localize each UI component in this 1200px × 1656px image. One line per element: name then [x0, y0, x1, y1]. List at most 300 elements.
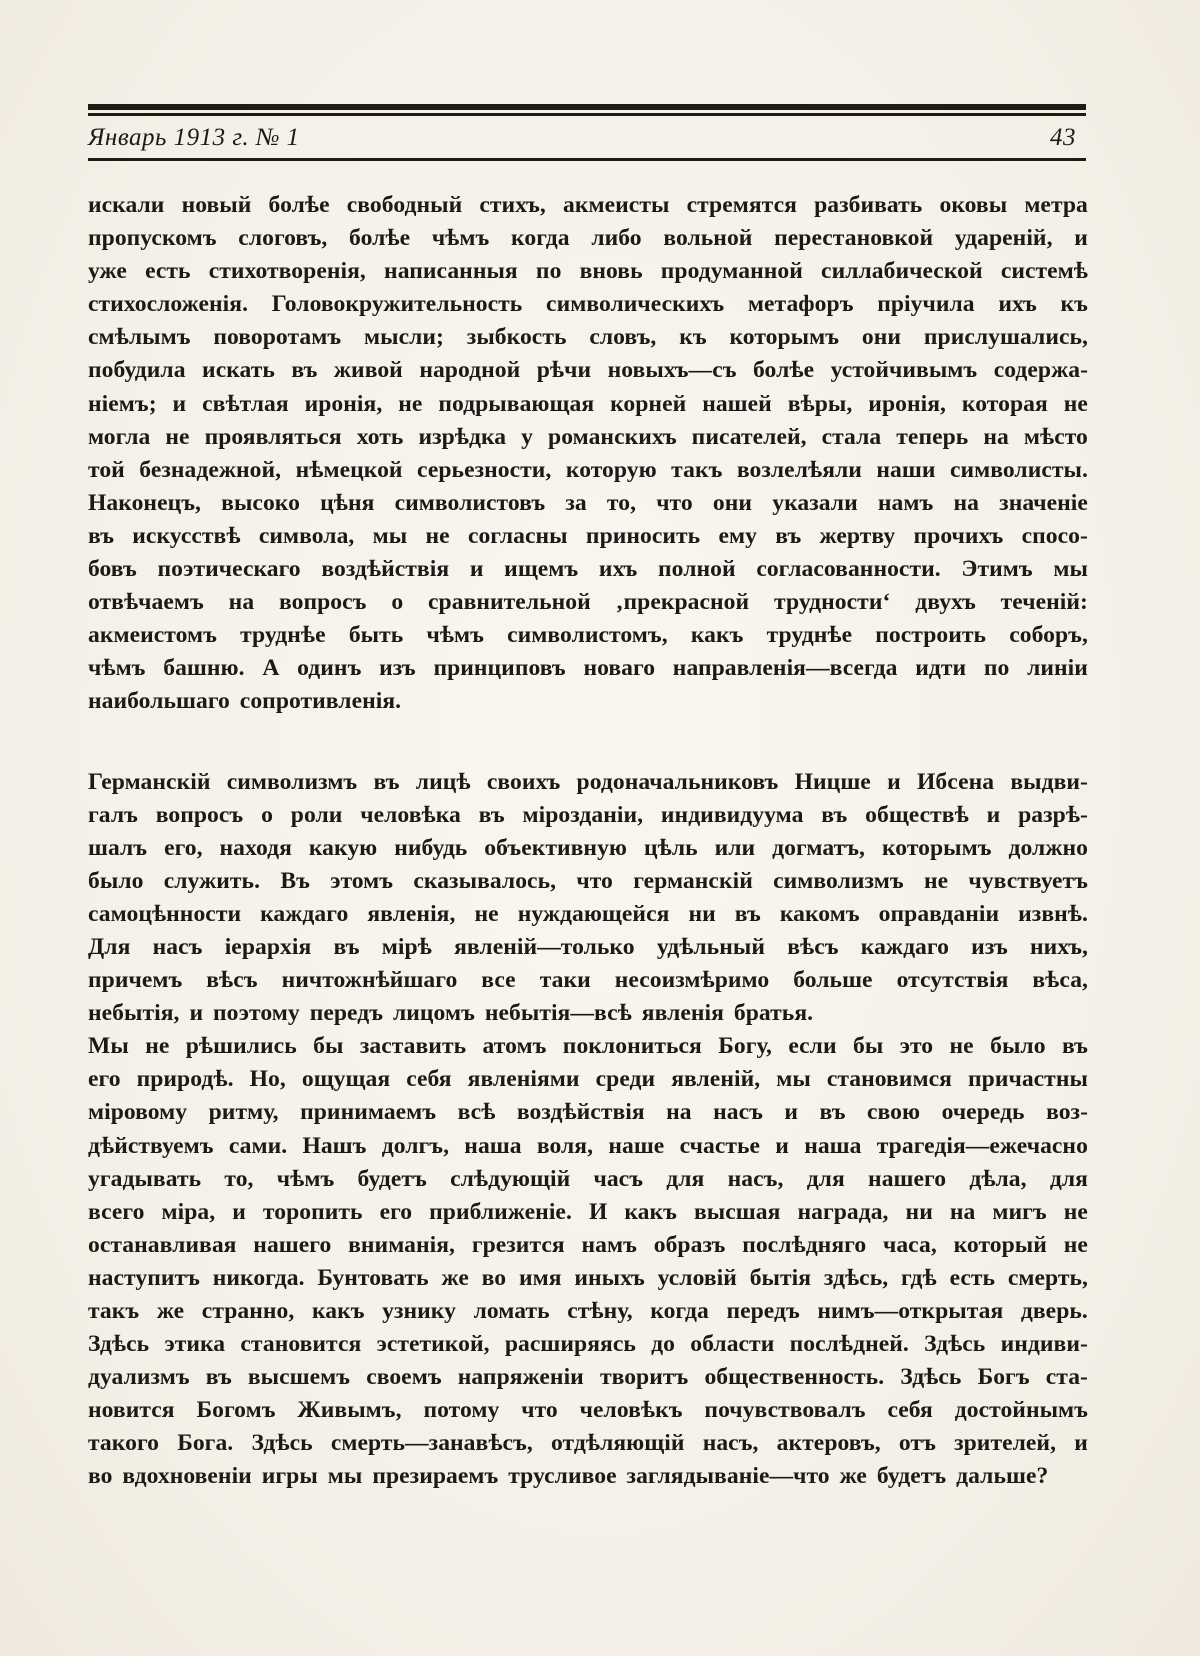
word: стала [821, 423, 882, 450]
word: до [651, 1331, 676, 1358]
text-line [88, 288, 1088, 321]
word: становимся [826, 1066, 952, 1093]
word: что [656, 489, 693, 516]
word: смѣлымъ [88, 324, 191, 351]
word: у [521, 423, 534, 450]
word: метра [1024, 192, 1088, 218]
word: останавливая [88, 1231, 237, 1258]
word: И [588, 1198, 608, 1225]
word: причемъ [88, 967, 183, 994]
word: насъ [713, 1099, 763, 1126]
word: наступитъ [88, 1264, 200, 1291]
word: приближенiе. [429, 1198, 572, 1225]
word: принциповъ [433, 655, 566, 682]
word: и [784, 1099, 799, 1126]
word: чувствуетъ [968, 867, 1088, 894]
word: творитъ [599, 1364, 689, 1391]
word: на [228, 589, 255, 616]
word: нашего [253, 1231, 332, 1258]
word: новыхъ—съ [607, 357, 737, 384]
word: который [953, 1231, 1047, 1258]
text-line [88, 487, 1088, 520]
word: написанныя [384, 258, 518, 285]
word: его [379, 1198, 413, 1225]
word: разбивать [814, 192, 923, 218]
word: мѣсто [1023, 423, 1088, 450]
word: атомъ [482, 1033, 547, 1060]
word: высоко [221, 489, 300, 516]
word: какъ [624, 1198, 677, 1225]
word: акмеисты [563, 192, 670, 218]
word: дѣйствуемъ [88, 1132, 214, 1159]
word: хоть [356, 423, 404, 450]
word: наша [804, 1132, 862, 1159]
word: цѣль [643, 834, 698, 861]
word: есть [145, 258, 191, 285]
word: iерархiя [224, 933, 312, 960]
word: за [565, 489, 587, 516]
word: этомъ [330, 867, 394, 894]
text-line [88, 586, 1088, 619]
word: Богу, [718, 1033, 772, 1060]
word: изъ [971, 933, 1008, 960]
word: идти [915, 655, 967, 682]
word: по [535, 258, 562, 285]
word: въ [478, 801, 505, 828]
word: вновь [579, 258, 643, 285]
word: ихъ [598, 556, 638, 583]
word: одинъ [297, 655, 362, 682]
word: индивидуума [660, 801, 804, 828]
word: награда, [797, 1198, 889, 1225]
word: человѣкъ [579, 1397, 683, 1424]
word: направленiя—всегда [672, 655, 898, 682]
header-double-rule-thick [88, 104, 1086, 110]
word: искать [202, 357, 275, 384]
word: самоцѣнности [88, 900, 242, 927]
word: нашего [868, 1165, 947, 1192]
word: теченiй: [1000, 589, 1088, 616]
word: мы [1053, 556, 1088, 583]
word: вольной [663, 225, 753, 252]
word: побудила [88, 357, 186, 384]
word: иронiя, [868, 390, 946, 417]
text-line: небытiя, и поэтому передъ лицомъ небытiя—всѣ явленiя братья. [88, 1000, 814, 1027]
word: и [775, 1132, 789, 1159]
text-line [88, 354, 1088, 387]
word: всѣ [457, 1099, 496, 1126]
word: поворотамъ [213, 324, 342, 351]
word: наши [876, 456, 936, 483]
word: отсутствiя [896, 967, 1009, 994]
word: стихотворенiя, [208, 258, 366, 285]
text-line [88, 1063, 1088, 1096]
word: рѣшились [185, 1033, 297, 1060]
text-line [88, 520, 1088, 553]
word: въ [821, 801, 848, 828]
word: расширяясь [504, 1331, 636, 1358]
word: вѣса, [1032, 967, 1088, 994]
word: вопросъ [279, 589, 367, 616]
word: народной [419, 357, 521, 384]
word: мiрѣ [381, 933, 432, 960]
text-line [88, 222, 1088, 255]
word: оправданiи [878, 900, 1000, 927]
word: Головокружительность [271, 291, 523, 318]
word: ни [905, 1198, 933, 1225]
word: сами. [228, 1132, 288, 1159]
word: Богомъ [196, 1397, 276, 1424]
word: въ [291, 357, 318, 384]
text-line [88, 1030, 1088, 1063]
text-line [88, 1394, 1088, 1427]
word: Но, [249, 1066, 286, 1093]
word: символистомъ, [507, 622, 668, 649]
word: чѣмъ [88, 655, 146, 682]
word: на [949, 1198, 976, 1225]
word: если [788, 1033, 837, 1060]
word: Германскiй [88, 768, 211, 795]
word: Бунтовать [317, 1264, 429, 1291]
word: вѣсъ [787, 933, 839, 960]
word: человѣка [360, 801, 461, 828]
word: въ [819, 1099, 846, 1126]
word: романскихъ [548, 423, 677, 450]
word: какъ [690, 622, 744, 649]
word: въ [88, 522, 115, 549]
word: которую [565, 456, 657, 483]
word: А [262, 655, 280, 682]
text-line [88, 1262, 1088, 1295]
word: новится [88, 1397, 175, 1424]
word: спосо- [1021, 522, 1088, 549]
word: возлелѣяли [736, 456, 862, 483]
word: новаго [583, 655, 656, 682]
word: символизмъ [226, 768, 358, 795]
word: наше [608, 1132, 665, 1159]
word: искусствѣ [132, 522, 241, 549]
word: стремятся [686, 192, 797, 218]
word: галъ [88, 801, 138, 828]
word: странно, [201, 1298, 295, 1324]
text-line [88, 1196, 1088, 1229]
word: насъ, [727, 1165, 784, 1192]
word: перестановкой [774, 225, 934, 252]
word: ихъ [998, 291, 1037, 318]
text-line [88, 619, 1088, 652]
word: его [88, 1066, 121, 1093]
text-line [88, 1229, 1088, 1262]
word: родоначальниковъ [576, 768, 779, 795]
word: во [481, 1264, 507, 1291]
word: болѣе [349, 225, 411, 252]
text-line [88, 799, 1088, 832]
word: почувствовалъ [704, 1397, 866, 1424]
text-line [88, 321, 1088, 354]
word: лицѣ [415, 768, 471, 795]
word: намъ [877, 489, 934, 516]
word: нихъ, [1029, 933, 1088, 960]
word: Мы [88, 1033, 129, 1060]
text-line [88, 832, 1088, 865]
word: о [261, 801, 273, 828]
word: для [666, 1165, 705, 1192]
paragraph [88, 766, 1088, 1031]
word: слоговъ, [238, 225, 328, 252]
word: ощущая [301, 1066, 391, 1093]
text-line [88, 964, 1088, 997]
word: труднѣе [240, 622, 326, 649]
word: не [165, 423, 190, 450]
word: каждаго [260, 900, 349, 927]
word: такого [88, 1430, 159, 1457]
word: Бога. [177, 1430, 234, 1457]
word: могла [88, 423, 151, 450]
text-line [88, 1163, 1088, 1196]
word: поклониться [562, 1033, 702, 1060]
text-line [88, 255, 1088, 288]
word: въ [205, 1364, 232, 1391]
word: въ [775, 522, 802, 549]
word: той [88, 456, 125, 483]
word: мы [776, 1066, 811, 1093]
word: ни [688, 900, 716, 927]
word: есть [949, 1264, 996, 1291]
word: трагедiя—ежечасно [876, 1132, 1088, 1159]
word: себя [887, 1397, 933, 1424]
word: нiемъ; [88, 390, 157, 417]
word: иныхъ [574, 1264, 645, 1291]
word: выдви- [1010, 768, 1088, 795]
word: не [425, 522, 450, 549]
word: прислушались, [923, 324, 1088, 351]
word: не [145, 1033, 170, 1060]
word: находя [219, 834, 292, 861]
word: болѣе [753, 357, 815, 384]
word: часъ [593, 1165, 644, 1192]
word: Здѣсь [924, 1331, 986, 1358]
text-line [88, 388, 1088, 421]
word: акмеистомъ [88, 622, 217, 649]
word: объективную [484, 834, 628, 861]
word: насъ, [702, 1430, 759, 1457]
word: Нашъ [302, 1132, 367, 1159]
word: Ибсена [917, 768, 995, 795]
word: пропускомъ [88, 225, 217, 252]
word: либо [591, 225, 642, 252]
word: мигъ [992, 1198, 1047, 1225]
word: и [887, 768, 901, 795]
word: каждаго [860, 933, 949, 960]
text-line [88, 766, 1088, 799]
word: такъ [88, 1298, 140, 1324]
word: мiрозданiи, [522, 801, 644, 828]
word: вѣры, [787, 390, 853, 417]
word: оковы [939, 192, 1008, 218]
word: шалъ [88, 834, 148, 861]
word: иронiя, [304, 390, 383, 417]
paragraph-gap [88, 719, 1088, 766]
word: нибудь [394, 834, 468, 861]
word: чѣмъ [426, 622, 484, 649]
word: согласны [467, 522, 568, 549]
word: явленiй, [671, 1066, 761, 1093]
word: рѣчи [536, 357, 592, 384]
word: и [232, 1198, 246, 1225]
word: труднѣе [766, 622, 853, 649]
word: и [986, 801, 1001, 828]
word: же [441, 1264, 469, 1291]
word: своихъ [486, 768, 561, 795]
running-head [88, 120, 1086, 156]
word: построить [875, 622, 987, 649]
word: принимаемъ [300, 1099, 437, 1126]
word: устойчивымъ [830, 357, 978, 384]
word: Богъ [977, 1364, 1030, 1391]
word: ему [718, 522, 757, 549]
word: было [88, 867, 144, 894]
word: подрывающая [438, 390, 595, 417]
word: системѣ [1000, 258, 1088, 285]
word: для [806, 1165, 845, 1192]
word: послѣдняго [742, 1231, 867, 1258]
word: условiй [657, 1264, 737, 1291]
word: эстетикой, [376, 1331, 490, 1358]
text-line [88, 931, 1088, 964]
word: нашей [702, 390, 772, 417]
word: свободный [346, 192, 463, 218]
word: словъ, [589, 324, 657, 351]
word: воздѣйствiя [516, 1099, 645, 1126]
word: таки [539, 967, 591, 994]
word: теперь [896, 423, 969, 450]
word: нуждающейся [517, 900, 670, 927]
word: будетъ [357, 1165, 427, 1192]
word: намъ [581, 1231, 637, 1258]
word: по [983, 655, 1010, 682]
word: что [521, 1397, 558, 1424]
word: нѣмецкой [295, 456, 403, 483]
word: къ [679, 324, 707, 351]
word: здѣсь, [823, 1264, 889, 1291]
text-line [88, 1096, 1088, 1129]
word: линiи [1027, 655, 1088, 682]
word: и [1074, 1430, 1088, 1457]
word: двухъ [915, 589, 976, 616]
word: Этимъ [961, 556, 1033, 583]
word: образъ [653, 1231, 726, 1258]
word: не [949, 1033, 974, 1060]
word: явленiя, [367, 900, 456, 927]
issue-date-label: Январь 1913 г. № 1 [88, 124, 300, 151]
word: башню. [163, 655, 245, 682]
word: они [712, 489, 753, 516]
word: символическихъ [546, 291, 725, 318]
word: уже [88, 258, 127, 285]
paragraph [88, 1030, 1088, 1493]
word: вниманiя, [348, 1231, 456, 1258]
word: больше [793, 967, 873, 994]
word: заставить [359, 1033, 467, 1060]
word: зрителей, [954, 1430, 1057, 1457]
word: не [1063, 390, 1088, 417]
text-line [88, 898, 1088, 931]
word: стихъ, [479, 192, 546, 218]
word: области [690, 1331, 775, 1358]
word: мiра, [161, 1198, 216, 1225]
article-body [88, 189, 1088, 1494]
word: которымъ [729, 324, 840, 351]
word: мысли; [364, 324, 444, 351]
word: къ [1060, 291, 1088, 318]
word: отъ [898, 1430, 936, 1457]
word: то, [606, 489, 637, 516]
text-line [88, 1361, 1088, 1394]
word: согласованности. [756, 556, 941, 583]
word: символа, [258, 522, 355, 549]
page-number: 43 [1050, 124, 1076, 151]
word: писателей, [691, 423, 807, 450]
word: нимъ—открытая [817, 1298, 1004, 1324]
word: индиви- [1000, 1331, 1088, 1358]
word: быть [348, 622, 404, 649]
word: воз- [1046, 1099, 1088, 1126]
word: на [983, 423, 1009, 450]
word: ничтожнѣйшаго [281, 967, 458, 994]
word: бы [313, 1033, 344, 1060]
word: бовъ [88, 556, 137, 583]
word: мы [372, 522, 408, 549]
text-line [88, 1295, 1088, 1328]
word: прiучила [877, 291, 975, 318]
word: ‚прекрасной [615, 589, 750, 616]
word: указали [772, 489, 858, 516]
word: сравнительной [428, 589, 591, 616]
word: потому [423, 1397, 500, 1424]
word: природѣ. [136, 1066, 234, 1093]
word: актеровъ, [776, 1430, 881, 1457]
word: Для [88, 933, 131, 960]
word: метафоръ [747, 291, 854, 318]
word: не [398, 390, 423, 417]
word: проявляться [204, 423, 342, 450]
word: высшемъ [247, 1364, 351, 1391]
word: смерть, [1007, 1264, 1088, 1291]
word: не [923, 867, 949, 894]
word: причастны [968, 1066, 1088, 1093]
word: и [172, 390, 187, 417]
word: бы [853, 1033, 884, 1060]
word: они [861, 324, 902, 351]
word: безнадежной, [139, 456, 282, 483]
word: служить. [163, 867, 261, 894]
word: полной [658, 556, 736, 583]
word: стихосложенiя. [88, 291, 249, 318]
word: себя [406, 1066, 452, 1093]
word: символисты. [949, 456, 1088, 483]
word: должно [1008, 834, 1088, 861]
word: соборъ, [1009, 622, 1088, 649]
word: когда [650, 1298, 709, 1324]
text-line [88, 189, 1088, 222]
word: явленiй—только [454, 933, 635, 960]
word: общественность. [704, 1364, 885, 1391]
text-line [88, 652, 1088, 685]
word: Здѣсь [88, 1331, 150, 1358]
word: ритму, [208, 1099, 279, 1126]
word: стѣну, [567, 1298, 633, 1324]
text-line [88, 421, 1088, 454]
